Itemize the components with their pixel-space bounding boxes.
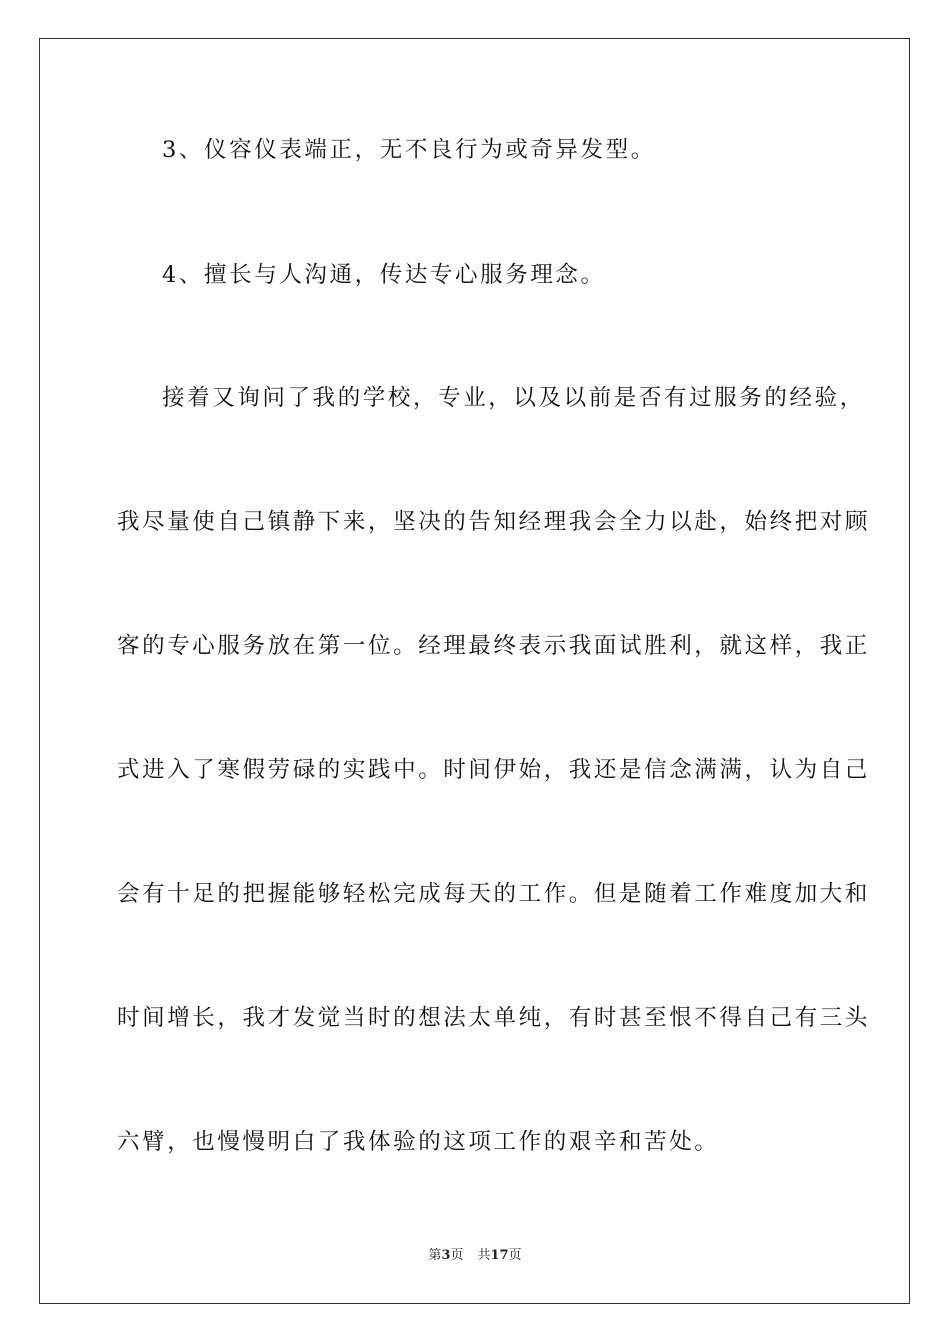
- paragraph-line: 我尽量使自己镇静下来，坚决的告知经理我会全力以赴，始终把对顾: [117, 509, 871, 535]
- total-pages-prefix: 共: [477, 1248, 491, 1263]
- total-pages-suffix: 页: [508, 1248, 522, 1263]
- paragraph-line: 时间增长，我才发觉当时的想法太单纯，有时甚至恨不得自己有三头: [117, 1005, 871, 1031]
- paragraph-line: 接着又询问了我的学校，专业，以及以前是否有过服务的经验，: [162, 385, 865, 411]
- page-number-prefix: 第: [428, 1248, 442, 1263]
- page-number: 3: [441, 1248, 451, 1263]
- total-pages: 17: [490, 1248, 509, 1263]
- page-footer: [0, 1247, 950, 1265]
- paragraph-line: 客的专心服务放在第一位。经理最终表示我面试胜利，就这样，我正: [117, 633, 871, 659]
- page-number-suffix: 页: [450, 1248, 464, 1263]
- list-item-3: 3、仪容仪表端正，无不良行为或奇异发型。: [162, 137, 656, 163]
- paragraph-line: 式进入了寒假劳碌的实践中。时间伊始，我还是信念满满，认为自己: [117, 757, 871, 783]
- list-item-4: 4、擅长与人沟通，传达专心服务理念。: [162, 262, 606, 288]
- page-border: [39, 38, 910, 1304]
- paragraph-line: 六臂，也慢慢明白了我体验的这项工作的艰辛和苦处。: [117, 1129, 720, 1155]
- paragraph-line: 会有十足的把握能够轻松完成每天的工作。但是随着工作难度加大和: [117, 881, 871, 907]
